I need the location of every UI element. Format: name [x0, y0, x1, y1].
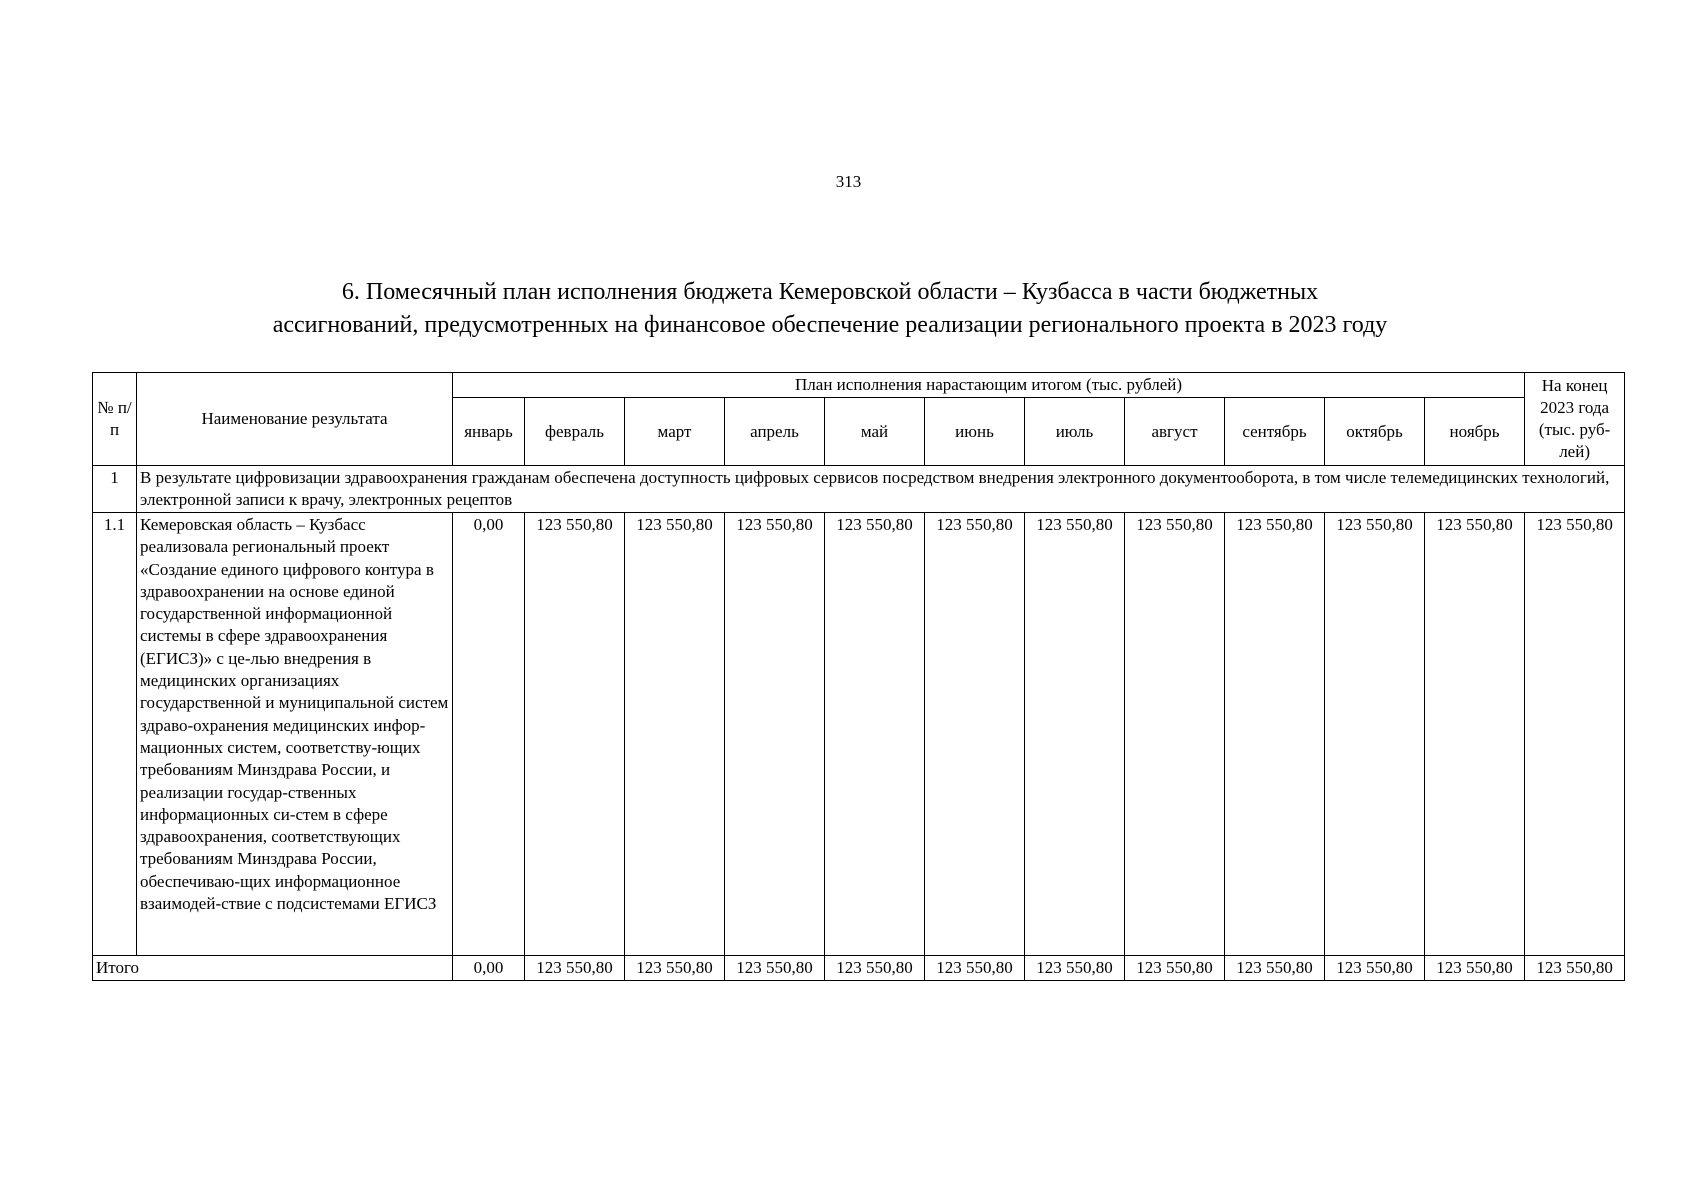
header-month: ноябрь	[1425, 398, 1525, 466]
result-end-of-year-value: 123 550,80	[1525, 513, 1625, 956]
page-number: 313	[835, 172, 862, 191]
header-month: май	[825, 398, 925, 466]
header-month: февраль	[525, 398, 625, 466]
result-month-value: 123 550,80	[1225, 513, 1325, 956]
result-name: Кемеровская область – Кузбасс реализовала региональный проект «Создание единого цифрового контура в здравоохранении на основе единой государственной информационной системы в сфере здравоохранения (ЕГИСЗ)» с це-лью внедрения в медицинских организациях государственной и муниципальной систем здраво-охранения медицинских инфор-мационных систем, соответству-ющих требованиям Минздрава России, и реализации государ-ственных информационных си-стем в сфере здравоохранения, соответствующих требованиям Минздрава России, обеспечиваю-щих информационное взаимодей-ствие с подсистемами ЕГИСЗ	[137, 513, 453, 956]
result-month-value: 0,00	[453, 513, 525, 956]
total-month-value: 123 550,80	[525, 956, 625, 981]
total-month-value: 123 550,80	[1325, 956, 1425, 981]
result-month-value: 123 550,80	[525, 513, 625, 956]
header-month: январь	[453, 398, 525, 466]
header-month: апрель	[725, 398, 825, 466]
total-month-value: 123 550,80	[1425, 956, 1525, 981]
total-end-of-year-value: 123 550,80	[1525, 956, 1625, 981]
result-month-value: 123 550,80	[725, 513, 825, 956]
header-name: Наименование результата	[137, 373, 453, 466]
total-month-value: 123 550,80	[725, 956, 825, 981]
total-row	[93, 956, 1625, 981]
section-num: 1	[93, 466, 137, 513]
total-month-value: 123 550,80	[1225, 956, 1325, 981]
result-month-value: 123 550,80	[1425, 513, 1525, 956]
header-plan-group: План исполнения нарастающим итогом (тыс. рублей)	[453, 373, 1525, 398]
total-month-value: 123 550,80	[1125, 956, 1225, 981]
header-month: июнь	[925, 398, 1025, 466]
header-end-of-year: На конец 2023 года (тыс. руб-лей)	[1525, 373, 1625, 466]
header-month: март	[625, 398, 725, 466]
result-month-value: 123 550,80	[925, 513, 1025, 956]
result-row	[93, 513, 1625, 956]
title-line-1: 6. Помесячный план исполнения бюджета Кемеровской области – Кузбасса в части бюджетных	[341, 279, 1319, 305]
section-text: В результате цифровизации здравоохранения гражданам обеспечена доступность цифровых сервисов посредством внедрения электронного документооборота, в том числе телемедицинских технологий, электронной записи к врачу, электронных рецептов	[137, 466, 1625, 513]
section-row	[93, 466, 1625, 513]
document-title	[150, 276, 1510, 342]
header-row-1	[93, 373, 1625, 398]
budget-plan-table	[92, 372, 1625, 981]
total-month-value: 0,00	[453, 956, 525, 981]
result-month-value: 123 550,80	[825, 513, 925, 956]
header-month: сентябрь	[1225, 398, 1325, 466]
title-line-2: ассигнований, предусмотренных на финансовое обеспечение реализации регионального проекта в 2023 году	[272, 312, 1388, 338]
total-label: Итого	[93, 956, 453, 981]
total-month-value: 123 550,80	[625, 956, 725, 981]
result-month-value: 123 550,80	[1025, 513, 1125, 956]
result-month-value: 123 550,80	[1125, 513, 1225, 956]
result-month-value: 123 550,80	[625, 513, 725, 956]
result-month-value: 123 550,80	[1325, 513, 1425, 956]
header-num: № п/п	[93, 373, 137, 466]
header-month: август	[1125, 398, 1225, 466]
header-month: июль	[1025, 398, 1125, 466]
header-month: октябрь	[1325, 398, 1425, 466]
result-num: 1.1	[93, 513, 137, 956]
total-month-value: 123 550,80	[1025, 956, 1125, 981]
total-month-value: 123 550,80	[825, 956, 925, 981]
total-month-value: 123 550,80	[925, 956, 1025, 981]
